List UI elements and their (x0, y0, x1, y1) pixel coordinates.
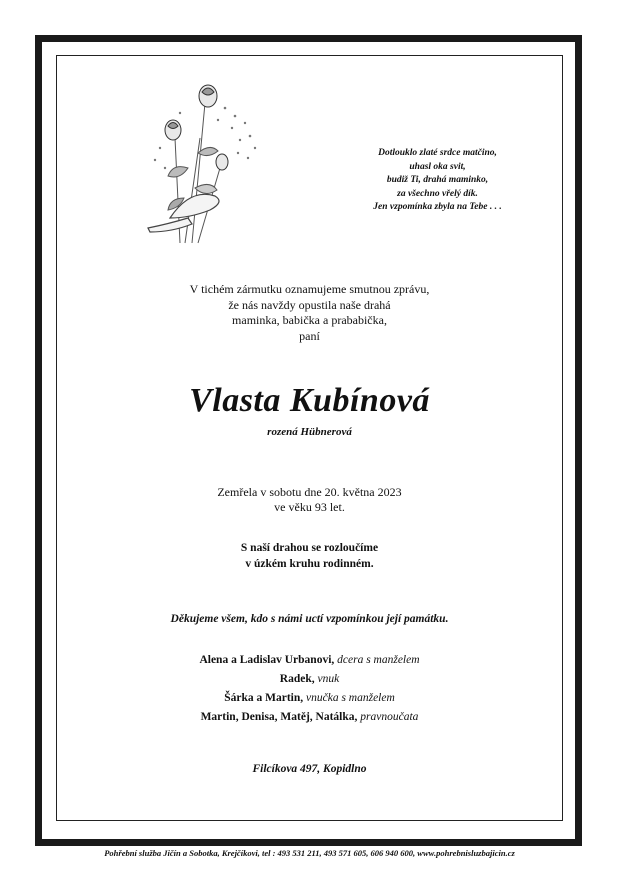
announcement-intro (0, 282, 619, 344)
intro-line: maminka, babička a prababička, (232, 313, 387, 327)
intro-line: V tichém zármutku oznamujeme smutnou zprávu, (189, 282, 430, 296)
mourners-list (0, 651, 619, 727)
family-address: Filcíkova 497, Kopidlno (252, 763, 367, 775)
poem-line: budiž Ti, drahá maminko, (386, 175, 489, 185)
farewell-line: v úzkém kruhu rodinném. (245, 557, 374, 570)
mourner-names: Radek, (279, 673, 315, 685)
farewell-line: S naší drahou se rozloučíme (240, 542, 379, 554)
intro-line: paní (299, 328, 320, 343)
intro-line: že nás navždy opustila naše drahá (228, 297, 391, 312)
farewell-notice (0, 541, 619, 572)
mourner-relation: vnuk (314, 673, 340, 685)
death-date-line: Zemřela v sobotu dne 20. května 2023 (217, 485, 402, 499)
list-item (0, 689, 619, 708)
mourner-relation: vnučka s manželem (303, 692, 395, 704)
funeral-service-footer: Pohřební služba Jičín a Sobotka, Krejčíkovi, tel : 493 531 211, 493 571 605, 606 940 600, www.pohrebnisluzbajicin.cz (104, 848, 515, 858)
list-item (0, 651, 619, 670)
mourner-names: Šárka a Martin, (224, 692, 304, 704)
deceased-name: Vlasta Kubínová (189, 382, 430, 419)
maiden-name: rozená Hübnerová (267, 426, 352, 438)
poem-line: Dotlouklo zlaté srdce matčino, (378, 148, 497, 158)
mourner-names: Alena a Ladislav Urbanovi, (199, 654, 335, 666)
poem-verse (330, 147, 545, 215)
age-line: ve věku 93 let. (274, 500, 345, 514)
list-item (0, 708, 619, 727)
roses-bouquet-icon (140, 78, 270, 248)
poem-line: Jen vzpomínka zbyla na Tebe . . . (373, 202, 502, 212)
mourner-names: Martin, Denisa, Matěj, Natálka, (200, 711, 358, 723)
poem-line: uhasl oka svit, (409, 161, 466, 172)
poem-line: za všechno vřelý dík. (397, 188, 478, 199)
thanks-line: Děkujeme všem, kdo s námi uctí vzpomínkou její památku. (170, 613, 449, 625)
mourner-relation: pravnoučata (357, 711, 419, 723)
list-item (0, 670, 619, 689)
mourner-relation: dcera s manželem (334, 654, 420, 666)
death-info (0, 485, 619, 515)
